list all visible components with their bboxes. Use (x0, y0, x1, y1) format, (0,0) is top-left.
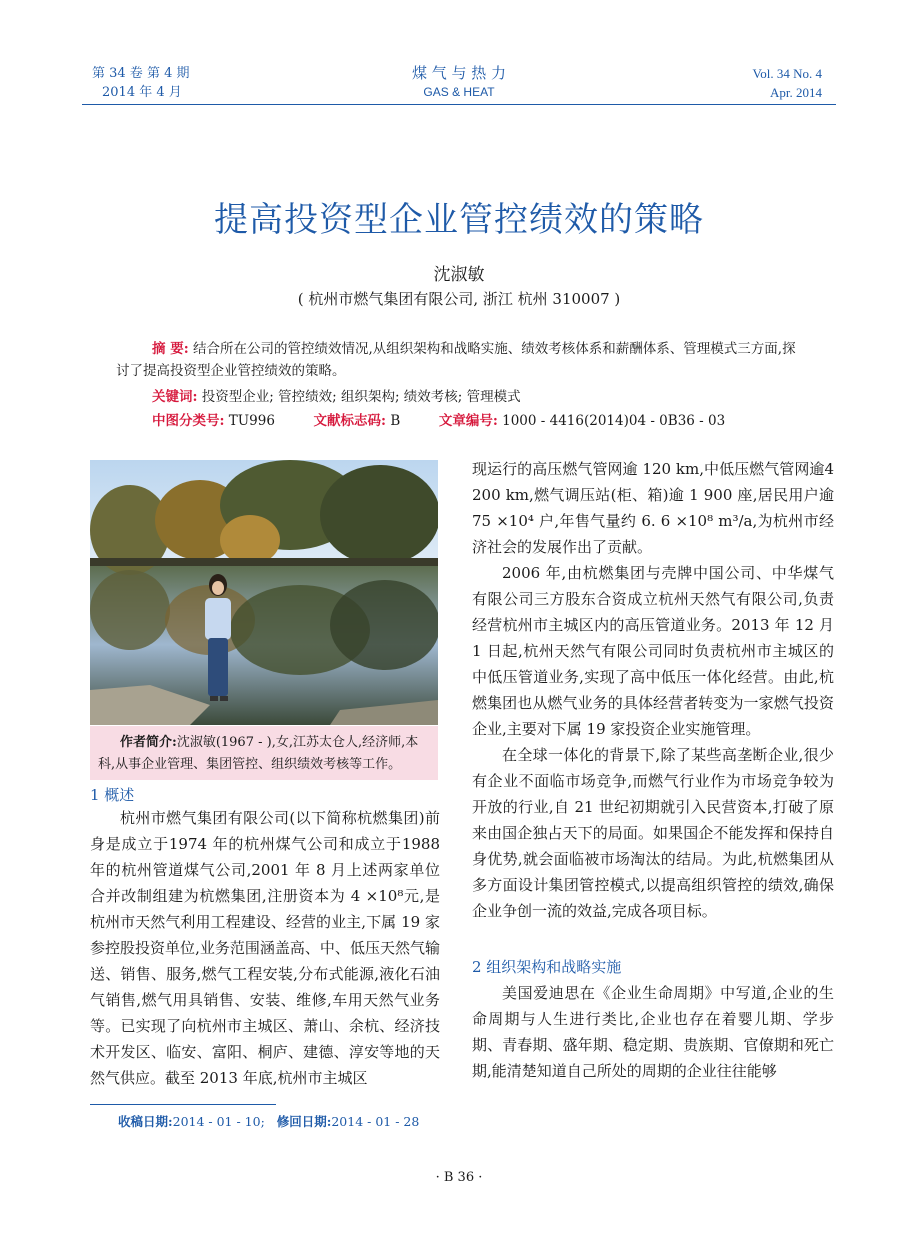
article-number-value: 1000 - 4416(2014)04 - 0B36 - 03 (502, 413, 726, 429)
classification-line (152, 410, 842, 432)
page-number: · B 36 · (435, 1170, 483, 1185)
author-affiliation: ( 杭州市燃气集团有限公司, 浙江 杭州 310007 ) (297, 290, 621, 308)
abstract (116, 338, 806, 382)
issue-date-en: Apr. 2014 (770, 85, 822, 100)
journal-name-en: GAS & HEAT (423, 85, 495, 99)
bio-text: 沈淑敏(1967 - ),女,江苏太仓人,经济师,本科,从事企业管理、集团管控、组织绩效考核等工作。 (98, 735, 419, 772)
article-number-label: 文章编号: (438, 413, 498, 429)
author-name: 沈淑敏 (433, 265, 485, 285)
section-1-heading: 1 概述 (90, 786, 135, 804)
journal-volume-info-en (753, 64, 822, 102)
header-divider (82, 104, 836, 105)
received-label: 收稿日期: (118, 1114, 173, 1129)
section-1-paragraph-3: 在全球一体化的背景下,除了某些高垄断企业,很少有企业不面临市场竞争,而燃气行业作为市场竞争较为开放的行业,自 21 世纪初期就引入民营资本,打破了原来由国企独占天下的局面。如果国企不能发挥和保持自身优势,就会面临被市场淘汰的结局。为此,杭燃集团从多方面设计集团管控模式,以提高组织管控的绩效,确保企业争创一流的效益,完成各项目标。 (472, 746, 834, 920)
keywords-text: 投资型企业; 管控绩效; 组织架构; 绩效考核; 管理模式 (201, 389, 521, 405)
doc-code-label: 文献标志码: (313, 413, 387, 429)
section-2-text (472, 980, 834, 1084)
volume-issue-en: Vol. 34 No. 4 (752, 66, 822, 81)
abstract-text: 结合所在公司的管控绩效情况,从组织架构和战略实施、绩效考核体系和薪酬体系、管理模式三方面,探讨了提高投资型企业管控绩效的策略。 (116, 341, 796, 379)
received-value: 2014 - 01 - 10; (172, 1114, 265, 1129)
revised-label: 修回日期: (276, 1114, 332, 1129)
article-title: 提高投资型企业管控绩效的策略 (214, 200, 704, 240)
doc-code-value: B (390, 413, 401, 429)
section-2-heading: 2 组织架构和战略实施 (472, 958, 622, 976)
revised-value: 2014 - 01 - 28 (331, 1114, 420, 1129)
section-2-paragraph-1: 美国爱迪思在《企业生命周期》中写道,企业的生命周期与人生进行类比,企业也存在着婴儿期、学步期、青春期、盛年期、稳定期、贵族期、官僚期和死亡期,能清楚知道自己所处的周期的企业往往能够 (472, 984, 834, 1080)
clc-label: 中图分类号: (152, 413, 225, 429)
keywords (152, 386, 842, 408)
author-photo (90, 460, 438, 725)
keywords-label: 关键词: (152, 389, 198, 405)
section-1-paragraph-2: 2006 年,由杭燃集团与壳牌中国公司、中华煤气有限公司三方股东合资成立杭州天然气有限公司,负责经营杭州市主城区内的高压管道业务。2013 年 12 月 1 日起,杭州天然气有限公司同时负责杭州市主城区的中低压管道业务,实现了高中低压一体化经营。由此,杭燃集团也从燃气业务的具体经营者转变为一家燃气投资企业,主要对下属 19 家投资企业实施管理。 (472, 564, 834, 738)
left-column (90, 805, 440, 1091)
journal-name-cn: 煤 气 与 热 力 (411, 64, 507, 82)
right-column (472, 456, 834, 924)
abstract-label: 摘 要: (152, 341, 189, 357)
section-1-paragraph-1: 杭州市燃气集团有限公司(以下简称杭燃集团)前身是成立于1974 年的杭州煤气公司和成立于1988 年的杭州管道煤气公司,2001 年 8 月上述两家单位合并改制组建为杭燃集团,注册资本为 4 ×10⁸元,是杭州市天然气利用工程建设、经营的业主,下属 19 家参控股投资单位,业务范围涵盖高、中、低压天然气输送、销售、服务,燃气工程安装,分布式能源,液化石油气销售,燃气用具销售、安装、维修,车用天然气业务等。已实现了向杭州市主城区、萧山、余杭、经济技术开发区、临安、富阳、桐庐、建德、淳安等地的天然气供应。截至 2013 年底,杭州市主城区 (90, 809, 440, 1087)
volume-issue: 第 34 卷 第 4 期 (92, 66, 190, 81)
footnote-divider (90, 1104, 276, 1105)
section-1-paragraph-1-cont: 现运行的高压燃气管网逾 120 km,中低压燃气管网逾4 200 km,燃气调压站(柜、箱)逾 1 900 座,居民用户逾 75 ×10⁴ 户,年售气量约 6. 6 ×10⁸ m³/a,为杭州市经济社会的发展作出了贡献。 (472, 460, 834, 556)
bio-label: 作者简介: (120, 735, 177, 750)
footnote-dates (118, 1112, 419, 1130)
clc-value: TU996 (228, 413, 275, 429)
author-bio-box (90, 726, 438, 780)
issue-date: 2014 年 4 月 (102, 85, 182, 100)
